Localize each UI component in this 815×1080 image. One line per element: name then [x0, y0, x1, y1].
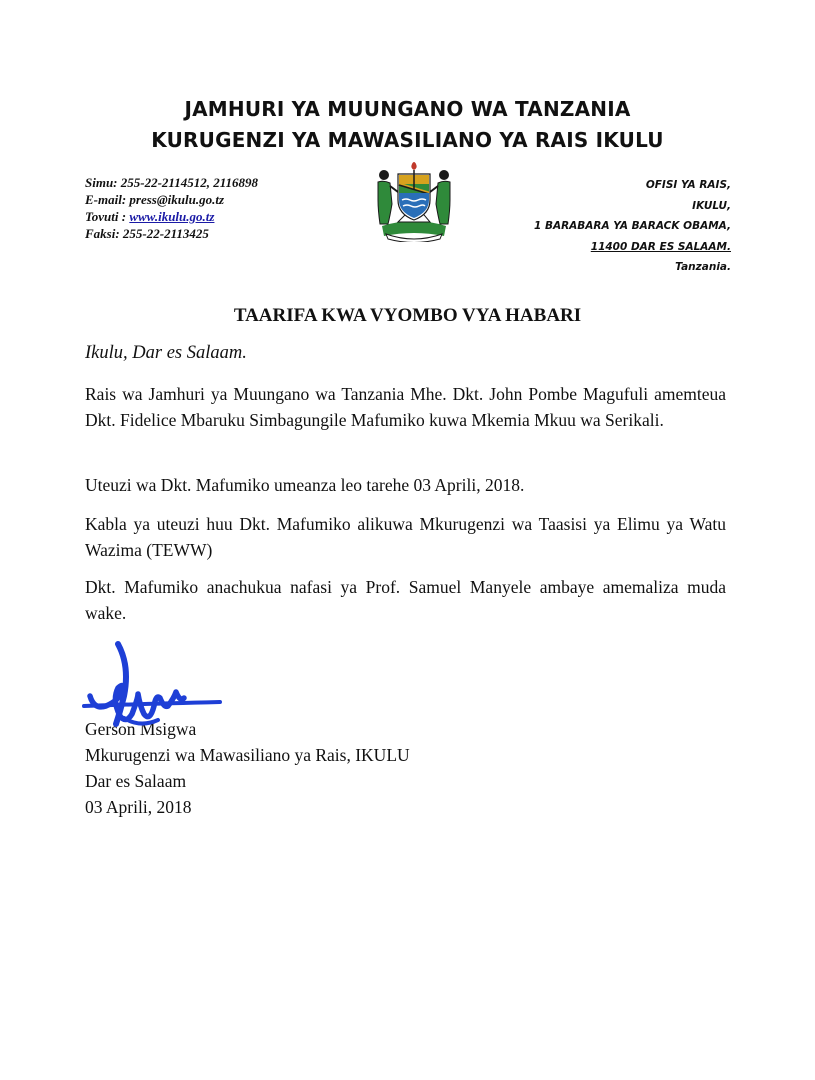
phone-text: Simu: 255-22-2114512, 2116898 — [85, 175, 258, 190]
signature-date: 03 Aprili, 2018 — [85, 797, 192, 817]
body-paragraph-1: Rais wa Jamhuri ya Muungano wa Tanzania Mhe. Dkt. John Pombe Magufuli amemteua Dkt. Fidelice Mbaruku Simbagungile Mafumiko kuwa Mkemia Mkuu wa Serikali. — [85, 384, 726, 430]
signatory-city: Dar es Salaam — [85, 771, 187, 791]
header-title-line2: KURUGENZI YA MAWASILIANO YA RAIS IKULU — [151, 128, 664, 152]
website-row — [85, 208, 258, 225]
handwritten-signature — [80, 636, 230, 732]
website-label: Tovuti : — [85, 209, 130, 224]
address-line5: Tanzania. — [675, 261, 731, 273]
body-paragraph-4: Dkt. Mafumiko anachukua nafasi ya Prof. Samuel Manyele ambaye amemaliza muda wake. — [85, 577, 726, 623]
signatory-name: Gerson Msigwa — [85, 719, 197, 739]
fax-text: Faksi: 255-22-2113425 — [85, 226, 209, 241]
address-line1: OFISI YA RAIS, — [645, 179, 731, 191]
document-heading: TAARIFA KWA VYOMBO VYA HABARI — [233, 305, 582, 326]
header-title-line1: JAMHURI YA MUUNGANO WA TANZANIA — [184, 97, 631, 121]
address-line2: IKULU, — [692, 199, 731, 212]
signatory-title: Mkurugenzi wa Mawasiliano ya Rais, IKULU — [85, 745, 410, 765]
contact-details-right — [534, 175, 731, 278]
dateline-place: Ikulu, Dar es Salaam. — [85, 343, 247, 363]
address-line3: 1 BARABARA YA BARACK OBAMA, — [533, 220, 731, 232]
body-paragraph-2: Uteuzi wa Dkt. Mafumiko umeanza leo tarehe 03 Aprili, 2018. — [85, 475, 525, 495]
address-line4: 11400 DAR ES SALAAM. — [590, 240, 731, 253]
body-paragraph-3: Kabla ya uteuzi huu Dkt. Mafumiko alikuwa Mkurugenzi wa Taasisi ya Elimu ya Watu Wazima (TEWW) — [85, 514, 726, 560]
tanzania-coat-of-arms-icon — [368, 160, 460, 242]
contact-details-left — [85, 174, 258, 242]
website-link[interactable]: www.ikulu.go.tz — [129, 209, 215, 224]
email-text: E-mail: press@ikulu.go.tz — [85, 192, 225, 207]
